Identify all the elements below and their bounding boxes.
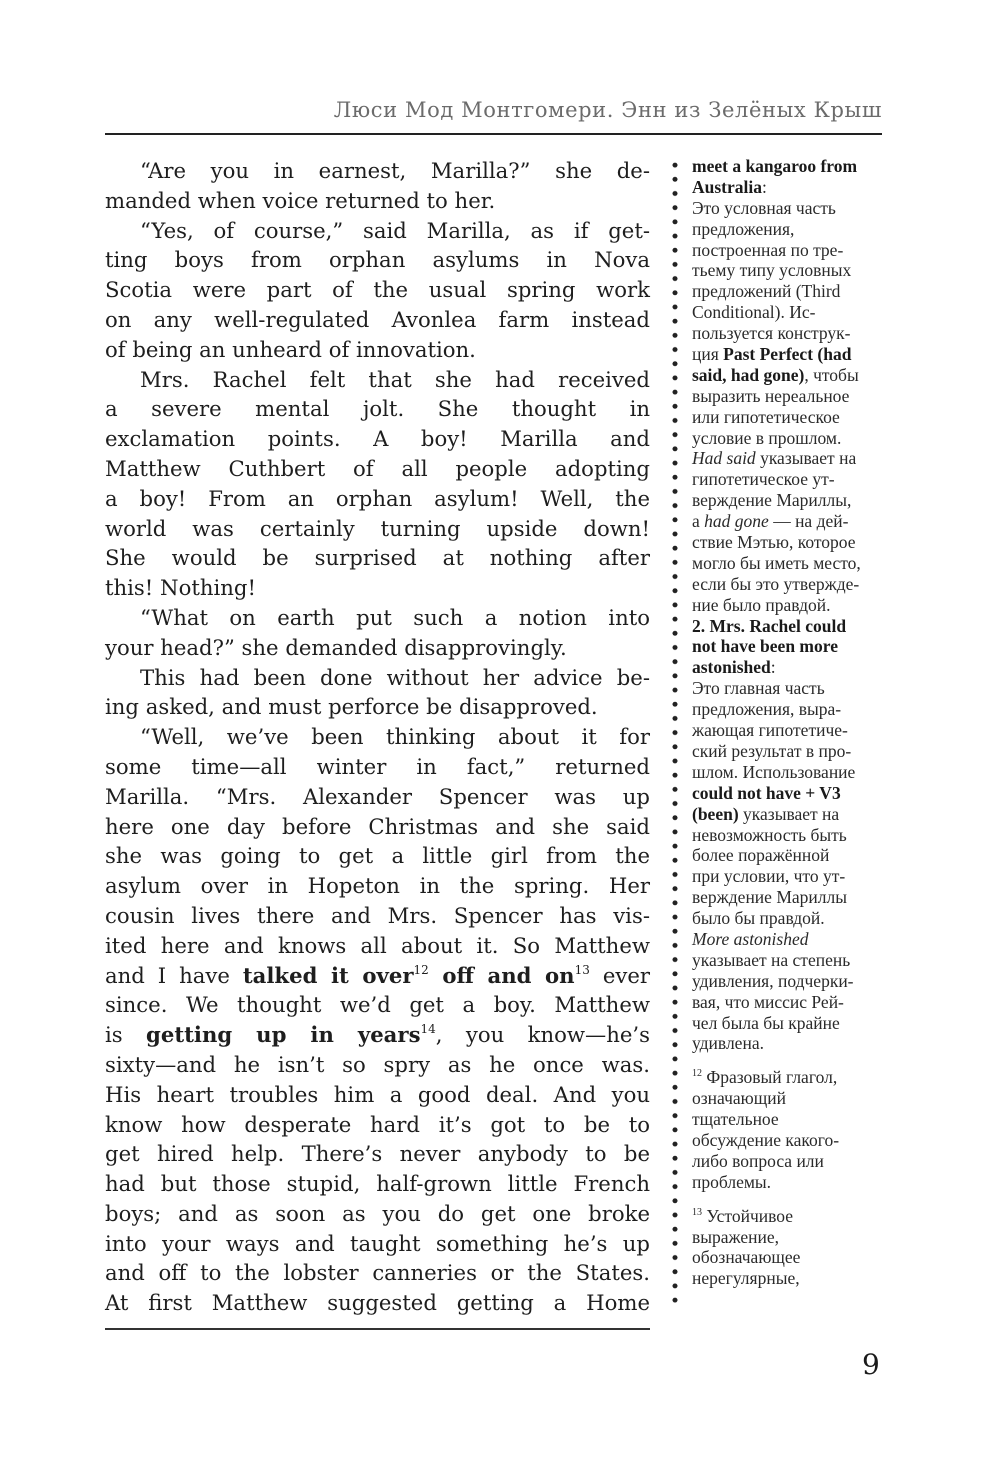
note-line: Conditional). Ис- [692, 302, 816, 323]
text-line: At first Matthew suggested getting a Home [105, 1290, 650, 1316]
text-line: manded when voice returned to her. [105, 187, 496, 213]
text-line: world was certainly turning upside down! [105, 515, 650, 541]
text-line: here one day before Christmas and she said [105, 813, 650, 839]
note-heading [692, 177, 892, 198]
note-line: при условии, что ут- [692, 866, 846, 887]
note-line: условие в прошлом. [692, 427, 842, 448]
note-line: предложений (Third [692, 281, 841, 302]
note-heading [692, 156, 892, 177]
note-line [692, 511, 892, 532]
text-line: “Are you in earnest, Marilla?” she de- [140, 158, 650, 183]
note-line: построенная по тре- [692, 239, 844, 260]
text-line: Matthew Cuthbert of all people adopting [105, 455, 650, 481]
note-line: указывает на степень [692, 949, 851, 970]
glossed-phrase-getting-up-in-years: getting up in years [146, 1022, 421, 1048]
note-line: обсуждение какого- [692, 1129, 840, 1150]
spacer [692, 1193, 892, 1206]
text-line: ited here and knows all about it. So Matthew [105, 932, 650, 958]
note-text: — на дей- [768, 511, 849, 532]
note-line: если бы это утвержде- [692, 573, 860, 594]
note-line: было бы правдой. [692, 908, 825, 929]
note-line: означающий [692, 1088, 786, 1109]
main-text-column [105, 156, 650, 1318]
note-line: ствие Мэтью, которое [692, 532, 856, 553]
note-line [692, 783, 892, 804]
note-line [692, 344, 892, 365]
notes-column [692, 156, 892, 1289]
text-line: She would be surprised at nothing after [105, 545, 650, 571]
note-line: могло бы иметь место, [692, 552, 861, 573]
text-line: asylum over in Hopeton in the spring. Her [105, 873, 650, 899]
footnote-12 [692, 1067, 892, 1088]
colon: : [762, 176, 767, 197]
note-line [692, 365, 892, 386]
text-line: “What on earth put such a notion into [140, 604, 650, 630]
text-line: This had been done without her advice be- [140, 664, 650, 690]
glossed-phrase-talked-it-over: talked it over [242, 962, 414, 988]
note-line: нерегулярные, [692, 1268, 800, 1289]
note-line: гипотетическое ут- [692, 469, 835, 490]
note-line: более поражённой [692, 845, 830, 866]
note-line: Это главная часть [692, 678, 825, 699]
plain-text: , you know—he’s [435, 1022, 650, 1048]
spacer [692, 1054, 892, 1067]
note-term: said, had gone) [692, 364, 805, 385]
plain-text: ever [589, 962, 651, 988]
note-line: ский результат в про- [692, 740, 852, 761]
text-line: get hired help. There’s never anybody to be [105, 1141, 650, 1167]
note-line: предложения, [692, 218, 795, 239]
note-term: could not have + V3 [692, 782, 841, 803]
text-line: since. We thought we’d get a boy. Matthew [105, 992, 650, 1018]
note-line: невозможность быть [692, 824, 847, 845]
note-term: Australia [692, 176, 762, 197]
text-line: exclamation points. A boy! Marilla and [105, 426, 650, 452]
glossed-phrase-off-and-on: off and on [428, 962, 575, 988]
note-line: шлом. Использование [692, 761, 856, 782]
footnote-ref-14[interactable]: 14 [420, 1022, 436, 1037]
note-line: ние было правдой. [692, 594, 831, 615]
text-line: Marilla. “Mrs. Alexander Spencer was up [105, 783, 650, 809]
note-line: Это условная часть [692, 197, 836, 218]
text-line-with-glossed-phrases [105, 961, 650, 991]
plain-text: and I have [105, 962, 243, 988]
text-line: ting boys from orphan asylums in Nova [105, 247, 650, 273]
text-line: cousin lives there and Mrs. Spencer has vis- [105, 902, 650, 928]
note-term: meet a kangaroo from [692, 156, 858, 176]
note-line: удивлена. [692, 1033, 764, 1054]
note-line: верждение Мариллы, [692, 490, 852, 511]
note-line: верждение Мариллы [692, 887, 847, 908]
colon: : [770, 657, 776, 678]
footnote-number: 13 [692, 1206, 702, 1218]
text-line: boys; and as soon as you do get one broke [105, 1200, 650, 1226]
text-line: Mrs. Rachel felt that she had received [140, 366, 650, 392]
note-term: astonished [692, 657, 771, 678]
note-text: указывает на [755, 448, 857, 469]
text-line: sixty—and he isn’t so spry as he once was. [105, 1051, 650, 1077]
note-term: Past Perfect (had [723, 344, 852, 365]
note-text: а [692, 511, 705, 532]
bottom-rule [105, 1328, 650, 1330]
text-line: know how desperate hard it’s got to be to [105, 1111, 650, 1137]
note-line [692, 929, 892, 950]
note-heading [692, 657, 892, 678]
note-text: указывает на [738, 803, 840, 824]
footnote-13 [692, 1206, 892, 1227]
text-line: had but those stupid, half-grown little French [105, 1171, 650, 1197]
footnote-number: 12 [692, 1068, 702, 1080]
note-text: ция [692, 344, 724, 365]
note-line: тщательное [692, 1109, 779, 1130]
text-line: His heart troubles him a good deal. And you [105, 1081, 650, 1107]
note-line: пользуется конструк- [692, 323, 851, 344]
note-line: предложения, выра- [692, 699, 842, 720]
note-line: удивления, подчерки- [692, 970, 854, 991]
text-line: “Yes, of course,” said Marilla, as if get- [140, 217, 650, 243]
note-line: жающая гипотетиче- [692, 720, 848, 741]
text-line: on any well-regulated Avonlea farm instead [105, 306, 650, 332]
note-line: или гипотетическое [692, 406, 840, 427]
note-line: тьему типу условных [692, 260, 852, 281]
note-line: либо вопроса или [692, 1150, 824, 1171]
note-line: чел была бы крайне [692, 1012, 840, 1033]
text-line: your head?” she demanded disapprovingly. [105, 634, 567, 660]
note-heading [692, 616, 892, 637]
note-heading [692, 636, 892, 657]
note-line [692, 448, 892, 469]
text-line: a boy! From an orphan asylum! Well, the [105, 485, 650, 511]
text-line: ing asked, and must perforce be disapproved. [105, 694, 598, 720]
text-line: of being an unheard of innovation. [105, 336, 476, 362]
note-line: обозначающее [692, 1247, 801, 1268]
note-line: проблемы. [692, 1171, 772, 1192]
note-term: (been) [692, 803, 739, 824]
text-line: into your ways and taught something he’s up [105, 1230, 650, 1256]
text-line: some time—all winter in fact,” returned [105, 753, 650, 779]
text-line-with-glossed-phrase [105, 1020, 650, 1050]
text-line: she was going to get a little girl from the [105, 843, 650, 869]
note-text: Устойчивое [702, 1205, 794, 1226]
running-header: Люси Мод Монтгомери. Энн из Зелёных Крыш [333, 98, 882, 122]
page-number: 9 [862, 1348, 880, 1381]
note-term: not have been more [692, 636, 838, 657]
footnote-ref-13[interactable]: 13 [574, 962, 590, 977]
note-italic-term: Had said [692, 448, 756, 469]
plain-text: is [105, 1022, 147, 1048]
note-text: , чтобы [804, 364, 859, 385]
dotted-column-divider [672, 158, 678, 1308]
header-rule [105, 133, 882, 135]
note-text: Фразовый глагол, [702, 1067, 838, 1088]
text-line: this! Nothing! [105, 575, 257, 601]
note-italic-term: More astonished [692, 928, 809, 949]
note-line: вая, что миссис Рей- [692, 991, 844, 1012]
note-line [692, 804, 892, 825]
note-line: выразить нереальное [692, 385, 850, 406]
text-line: Scotia were part of the usual spring work [105, 277, 650, 303]
text-line: a severe mental jolt. She thought in [105, 396, 650, 422]
text-line: “Well, we’ve been thinking about it for [140, 724, 650, 750]
note-italic-term: had gone [704, 511, 769, 532]
note-line: выражение, [692, 1226, 780, 1247]
note-term: 2. Mrs. Rachel could [692, 615, 847, 636]
text-line: and off to the lobster canneries or the States. [105, 1260, 650, 1286]
footnote-ref-12[interactable]: 12 [413, 962, 429, 977]
